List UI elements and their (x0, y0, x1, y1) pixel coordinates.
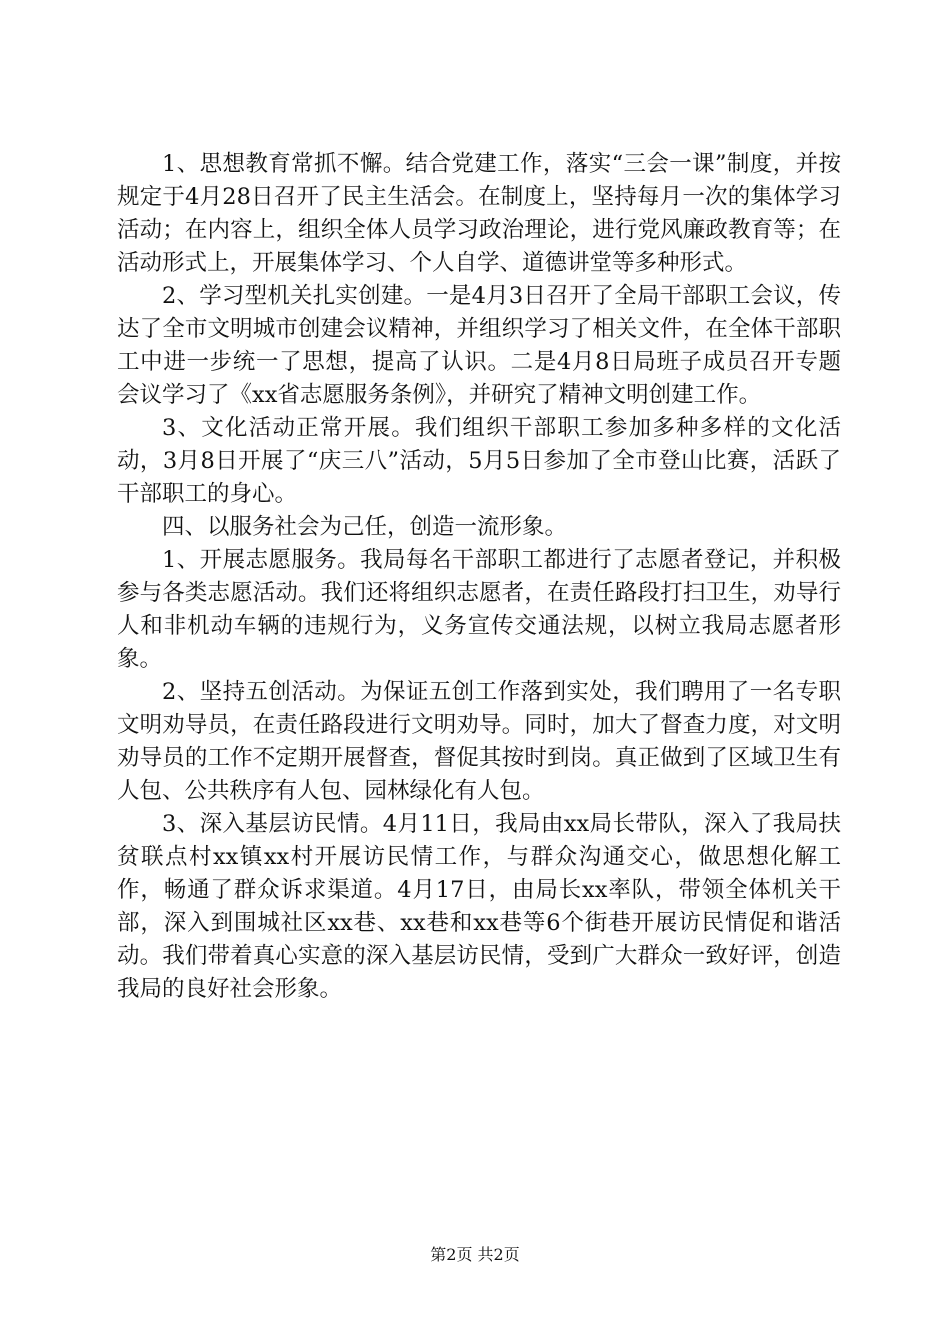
paragraph-volunteer-service: 1、开展志愿服务。我局每名干部职工都进行了志愿者登记，并积极参与各类志愿活动。我们还将组织志愿者，在责任路段打扫卫生，劝导行人和非机动车辆的违规行为，义务宣传交通法规，以树立我局志愿者形象。 (117, 547, 841, 672)
paragraph-five-creation: 2、坚持五创活动。为保证五创工作落到实处，我们聘用了一名专职文明劝导员，在责任路段进行文明劝导。同时，加大了督查力度，对文明劝导员的工作不定期开展督查，督促其按时到岗。真正做到了区域卫生有人包、公共秩序有人包、园林绿化有人包。 (117, 679, 841, 804)
paragraph-thought-education: 1、思想教育常抓不懈。结合党建工作，落实“三会一课”制度，并按规定于4月28日召开了民主生活会。在制度上，坚持每月一次的集体学习活动；在内容上，组织全体人员学习政治理论，进行党风廉政教育等；在活动形式上，开展集体学习、个人自学、道德讲堂等多种形式。 (117, 151, 841, 276)
document-body (117, 148, 841, 1006)
page-footer (0, 1244, 950, 1266)
paragraph-grassroots-visits: 3、深入基层访民情。4月11日，我局由xx局长带队，深入了我局扶贫联点村xx镇xx村开展访民情工作，与群众沟通交心，做思想化解工作，畅通了群众诉求渠道。4月17日，由局长xx率队，带领全体机关干部，深入到围城社区xx巷、xx巷和xx巷等6个街巷开展访民情促和谐活动。我们带着真心实意的深入基层访民情，受到广大群众一致好评，创造我局的良好社会形象。 (117, 811, 841, 1002)
page-number-label: 第2页 共2页 (430, 1245, 520, 1264)
paragraph-learning-organization: 2、学习型机关扎实创建。一是4月3日召开了全局干部职工会议，传达了全市文明城市创建会议精神，并组织学习了相关文件，在全体干部职工中进一步统一了思想，提高了认识。二是4月8日局班子成员召开专题会议学习了《xx省志愿服务条例》，并研究了精神文明创建工作。 (117, 283, 841, 408)
paragraph-cultural-activities: 3、文化活动正常开展。我们组织干部职工参加多种多样的文化活动，3月8日开展了“庆三八”活动，5月5日参加了全市登山比赛，活跃了干部职工的身心。 (117, 415, 841, 507)
section-heading-service: 四、以服务社会为己任，创造一流形象。 (162, 514, 568, 540)
